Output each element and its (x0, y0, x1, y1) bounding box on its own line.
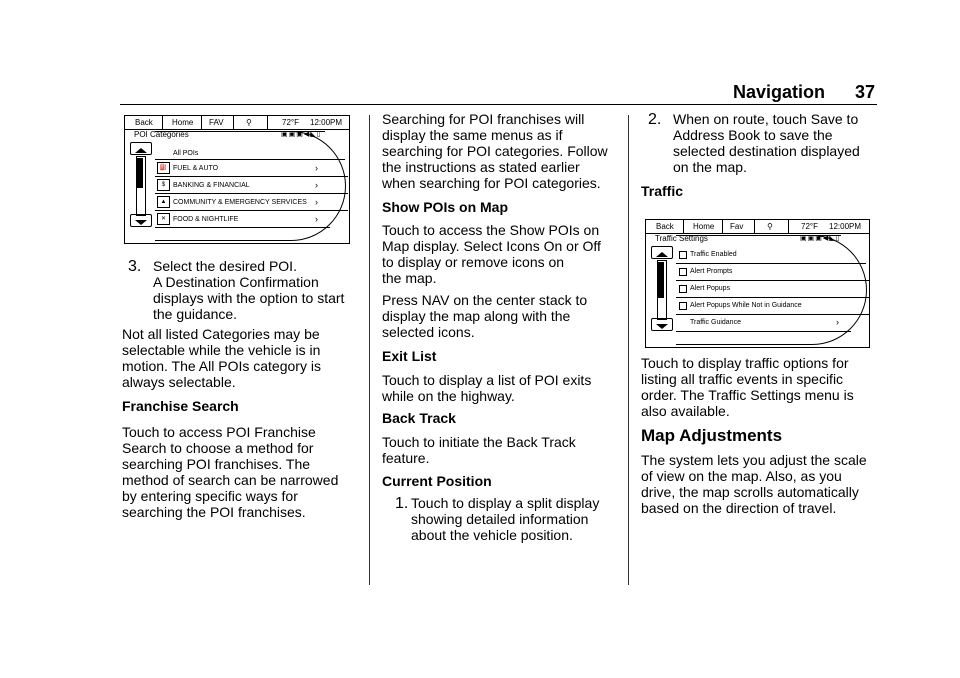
step-text: the guidance. (153, 306, 238, 322)
text-line: Touch to initiate the Back Track (382, 434, 576, 450)
checkbox (679, 251, 687, 259)
list-item: Alert Prompts (690, 268, 733, 275)
text-line: display the same menus as if (382, 127, 563, 143)
heading-current-position: Current Position (382, 473, 492, 489)
chevron-right-icon: › (315, 163, 318, 173)
text-line: of view on the map. Also, as you (641, 468, 842, 484)
text-line: method of search can be narrowed (122, 472, 339, 488)
text-line: searching POI franchises. The (122, 456, 311, 472)
home-button: Home (172, 118, 194, 127)
community-icon: ▲ (157, 196, 170, 208)
text-line: searching the POI franchises. (122, 504, 306, 520)
step-text: on the map. (673, 159, 747, 175)
text-line: order. The Traffic Settings menu is (641, 387, 854, 403)
scroll-down-icon (130, 214, 152, 227)
step-text: Select the desired POI. (153, 258, 297, 274)
screen-toolbar (125, 116, 349, 130)
back-button: Back (135, 118, 153, 127)
text-line: based on the direction of travel. (641, 500, 837, 516)
text-line: motion. The All POIs category is (122, 358, 321, 374)
temperature: 72°F (801, 222, 818, 231)
chevron-right-icon: › (315, 197, 318, 207)
bank-icon: $ (157, 179, 170, 191)
checkbox (679, 268, 687, 276)
back-button: Back (656, 222, 674, 231)
paragraph (382, 372, 627, 404)
text-line: when searching for POI categories. (382, 175, 601, 191)
text-line: to display or remove icons on (382, 254, 565, 270)
voice-icon: ⚲ (246, 118, 252, 127)
paragraph (382, 111, 627, 191)
step-text: showing detailed information (411, 511, 589, 527)
text-line: The system lets you adjust the scale (641, 452, 867, 468)
temperature: 72°F (282, 118, 299, 127)
text-line: Map display. Select Icons On or Off (382, 238, 601, 254)
section-title: Navigation (732, 82, 825, 102)
text-line: display the map along with the (382, 308, 571, 324)
paragraph (641, 452, 877, 516)
text-line: drive, the map scrolls automatically (641, 484, 859, 500)
text-line: feature. (382, 450, 430, 466)
text-line: Touch to access POI Franchise (122, 424, 316, 440)
heading-franchise-search: Franchise Search (122, 398, 239, 414)
step-text: about the vehicle position. (411, 527, 573, 543)
page-header (120, 80, 877, 105)
paragraph (382, 434, 627, 466)
page-number: 37 (854, 82, 875, 102)
text-line: selectable while the vehicle is in (122, 342, 321, 358)
step-text: Touch to display a split display (411, 495, 600, 511)
status-icons: ▣▣▣◀◣▯ (800, 235, 841, 242)
step-number: 1. (395, 495, 409, 512)
list-item: FOOD & NIGHTLIFE (173, 216, 239, 223)
step-number: 3. (128, 258, 142, 275)
list-item: Alert Popups While Not in Guidance (690, 302, 802, 309)
text-line: while on the highway. (382, 388, 515, 404)
chevron-right-icon: › (315, 180, 318, 190)
clock: 12:00PM (310, 118, 343, 127)
heading-back-track: Back Track (382, 410, 456, 426)
list-item: COMMUNITY & EMERGENCY SERVICES (173, 199, 307, 206)
text-line: Not all listed Categories may be (122, 326, 320, 342)
chevron-right-icon: › (315, 214, 318, 224)
home-button: Home (693, 222, 715, 231)
text-line: listing all traffic events in specific (641, 371, 844, 387)
heading-traffic: Traffic (641, 183, 684, 199)
scroll-up-icon (651, 246, 673, 259)
text-line: Search to choose a method for (122, 440, 314, 456)
step-text: selected destination displayed (673, 143, 860, 159)
step-number: 2. (648, 111, 662, 128)
scrollbar-thumb (137, 158, 143, 188)
checkbox (679, 302, 687, 310)
text-line: Touch to display traffic options for (641, 355, 849, 371)
paragraph (122, 424, 367, 520)
list-item: BANKING & FINANCIAL (173, 182, 250, 189)
text-line: Touch to access the Show POIs on (382, 222, 600, 238)
step-text: displays with the option to start (153, 290, 345, 306)
step-text: A Destination Confirmation (153, 274, 319, 290)
scroll-up-icon (130, 142, 152, 155)
screen-subtitle: POI Categories (134, 130, 189, 139)
text-line: Touch to display a list of POI exits (382, 372, 592, 388)
clock: 12:00PM (829, 222, 862, 231)
step-text: When on route, touch Save to (673, 111, 859, 127)
list-item: All POIs (173, 150, 199, 157)
heading-map-adjustments: Map Adjustments (641, 426, 783, 445)
text-line: Press NAV on the center stack to (382, 292, 588, 308)
paragraph (122, 326, 367, 390)
heading-show-pois: Show POIs on Map (382, 199, 509, 215)
scrollbar-thumb (658, 262, 664, 298)
list-item: FUEL & AUTO (173, 165, 219, 172)
food-icon: ✕ (157, 213, 170, 225)
voice-icon: ⚲ (767, 222, 773, 231)
scroll-down-icon (651, 318, 673, 331)
list-item: Traffic Guidance (690, 319, 741, 326)
checkbox (679, 285, 687, 293)
list-item: Traffic Enabled (690, 251, 737, 258)
text-line: the instructions as stated earlier (382, 159, 580, 175)
fuel-icon: ⛽ (157, 162, 170, 174)
text-line: by entering specific ways for (122, 488, 298, 504)
text-line: also available. (641, 403, 730, 419)
screen-toolbar (646, 220, 869, 234)
screen-subtitle: Traffic Settings (655, 234, 708, 243)
heading-exit-list: Exit List (382, 348, 437, 364)
list-item: Alert Popups (690, 285, 731, 292)
fav-button: FAV (209, 118, 224, 127)
poi-categories-screen (124, 115, 350, 244)
paragraph (382, 222, 627, 286)
column-divider (369, 115, 370, 585)
status-icons: ▣▣▣◀◣▯ (281, 131, 322, 138)
step-text: Address Book to save the (673, 127, 833, 143)
text-line: the map. (382, 270, 437, 286)
paragraph (382, 292, 627, 340)
paragraph (641, 355, 877, 419)
fav-button: Fav (730, 222, 744, 231)
chevron-right-icon: › (836, 317, 839, 327)
text-line: always selectable. (122, 374, 236, 390)
text-line: Searching for POI franchises will (382, 111, 585, 127)
traffic-settings-screen (645, 219, 870, 348)
column-divider (628, 115, 629, 585)
text-line: searching for POI categories. Follow (382, 143, 608, 159)
text-line: selected icons. (382, 324, 475, 340)
